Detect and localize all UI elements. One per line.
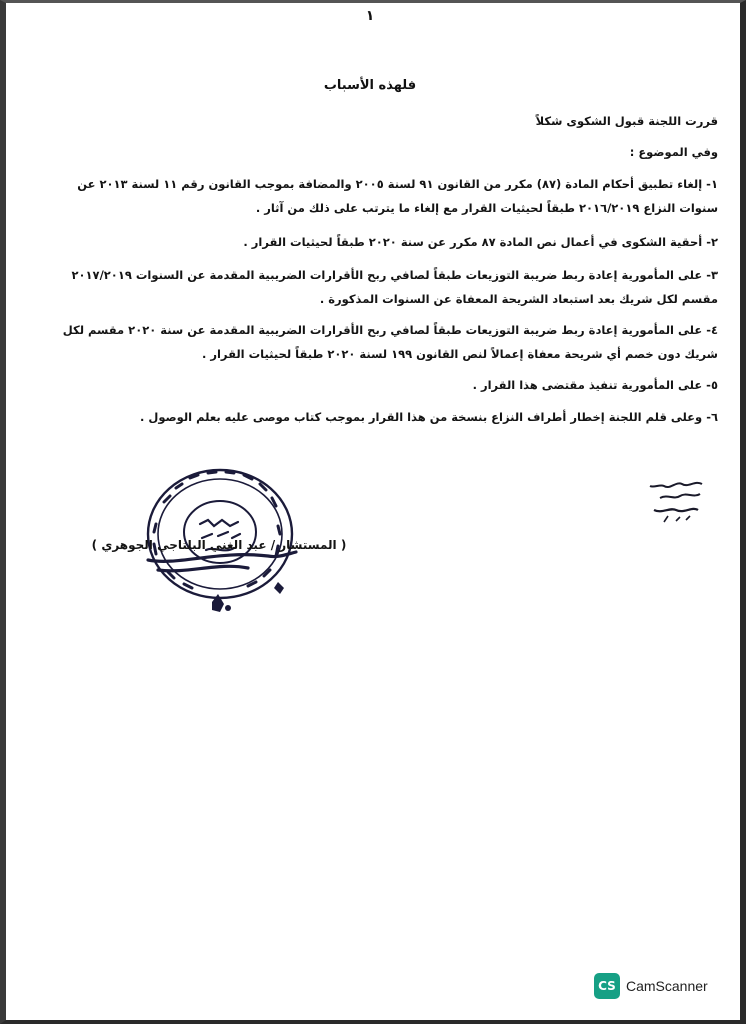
document-heading: فلهذه الأسباب (323, 78, 417, 93)
decision-item-1-line-2: سنوات النزاع ٢٠١٦/٢٠١٩ طبقاً لحيثيات القرار مع إلغاء ما يترتب على ذلك من آثار . (255, 201, 718, 215)
decision-item-4-line-2: شريك دون خصم أي شريحة معفاة إعمالاً لنص القانون ١٩٩ لسنة ٢٠٢٠ طبقاً لحيثيات القرار . (201, 347, 718, 361)
decision-item-3-line-2: مقسم لكل شريك بعد استبعاد الشريحة المعفاة عن السنوات المذكورة . (319, 292, 718, 306)
decision-item-2: ٢- أحقية الشكوى في أعمال نص المادة ٨٧ مكرر عن سنة ٢٠٢٠ طبقاً لحيثيات القرار . (243, 235, 718, 249)
decision-item-4-line-1: ٤- على المأمورية إعادة ربط ضريبة التوزيعات طبقاً لصافي ربح الأقرارات الضريبية المقدمة عن سنة ٢٠٢٠ مقسم لكل (62, 323, 718, 337)
decision-intro: قررت اللجنة قبول الشكوى شكلاً (535, 114, 718, 128)
page-number: ١ (365, 8, 375, 24)
decision-item-1-line-1: ١- إلغاء تطبيق أحكام المادة (٨٧) مكرر من القانون ٩١ لسنة ٢٠٠٥ والمضافة بموجب القانون رقم ١١ لسنة ٢٠١٣ عن (77, 177, 718, 191)
camscanner-logo-icon: CS (594, 973, 620, 999)
signature-mark (640, 476, 710, 526)
camscanner-label: CamScanner (626, 978, 708, 994)
decision-item-5: ٥- على المأمورية تنفيذ مقتضى هذا القرار . (472, 378, 718, 392)
decision-item-6: ٦- وعلى قلم اللجنة إخطار أطراف النزاع بنسخة من هذا القرار بموجب كتاب موصى عليه بعلم الوصول . (139, 410, 718, 424)
camscanner-watermark (594, 972, 708, 1000)
subject-label: وفي الموضوع : (629, 145, 718, 159)
signature-name: ( المستشار / عبد الغني البلتاجي الجوهري ) (91, 538, 347, 552)
decision-item-3-line-1: ٣- على المأمورية إعادة ربط ضريبة التوزيعات طبقاً لصافي ربح الأقرارات الضريبية المقدمة عن السنوات ٢٠١٧/٢٠١٩ (71, 268, 718, 282)
